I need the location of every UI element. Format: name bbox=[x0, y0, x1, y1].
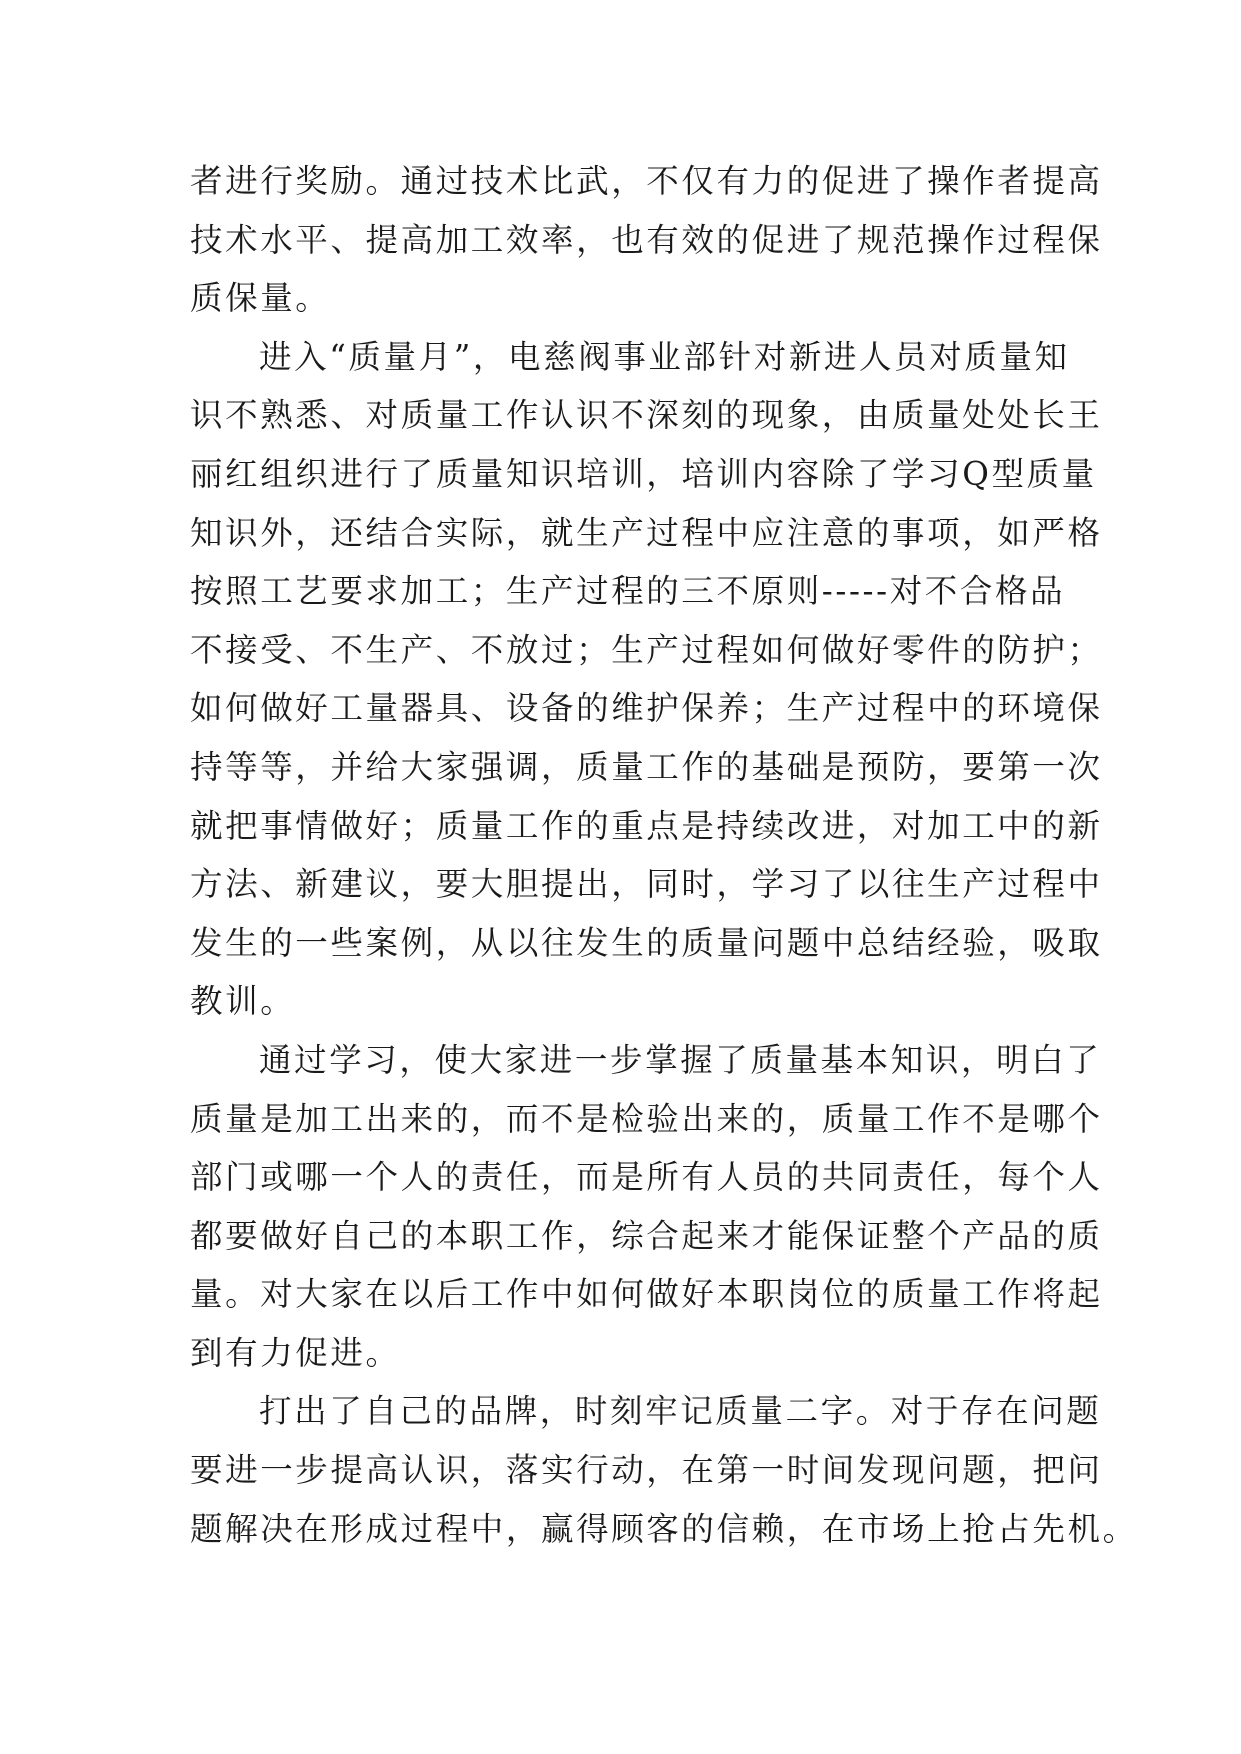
paragraph-2 bbox=[190, 328, 1103, 1031]
text-line: 发生的一些案例，从以往发生的质量问题中总结经验，吸取 bbox=[190, 923, 1103, 962]
text-line: 部门或哪一个人的责任，而是所有人员的共同责任，每个人 bbox=[190, 1158, 1103, 1197]
text-line: 都要做好自己的本职工作，综合起来才能保证整个产品的质 bbox=[190, 1216, 1103, 1255]
text-line: 方法、新建议，要大胆提出，同时，学习了以往生产过程中 bbox=[190, 865, 1103, 904]
text-line: 丽红组织进行了质量知识培训，培训内容除了学习Q型质量 bbox=[190, 454, 1097, 493]
text-line: 打出了自己的品牌，时刻牢记质量二字。对于存在问题 bbox=[259, 1392, 1102, 1431]
text-line: 按照工艺要求加工；生产过程的三不原则-----对不合格品 bbox=[190, 572, 1066, 611]
paragraph-3 bbox=[190, 1031, 1103, 1383]
text-line: 持等等，并给大家强调，质量工作的基础是预防，要第一次 bbox=[190, 747, 1103, 786]
text-line: 要进一步提高认识，落实行动，在第一时间发现问题，把问 bbox=[190, 1451, 1103, 1490]
document-body bbox=[190, 152, 1138, 1558]
text-line: 技术水平、提高加工效率，也有效的促进了规范操作过程保 bbox=[190, 220, 1103, 259]
text-line: 不接受、不生产、不放过；生产过程如何做好零件的防护； bbox=[190, 630, 1103, 669]
text-line: 题解决在形成过程中，赢得顾客的信赖，在市场上抢占先机。 bbox=[190, 1509, 1138, 1548]
text-line: 通过学习，使大家进一步掌握了质量基本知识，明白了 bbox=[259, 1040, 1102, 1079]
text-line: 者进行奖励。通过技术比武，不仅有力的促进了操作者提高 bbox=[190, 162, 1103, 200]
text-line: 如何做好工量器具、设备的维护保养；生产过程中的环境保 bbox=[190, 689, 1103, 728]
paragraph-1 bbox=[190, 152, 1103, 328]
text-line: 识不熟悉、对质量工作认识不深刻的现象，由质量处处长王 bbox=[190, 396, 1103, 435]
text-line: 质量是加工出来的，而不是检验出来的，质量工作不是哪个 bbox=[190, 1099, 1103, 1138]
text-line: 知识外，还结合实际，就生产过程中应注意的事项，如严格 bbox=[190, 513, 1103, 552]
paragraph-4 bbox=[190, 1382, 1138, 1558]
text-line: 进入“质量月”，电慈阀事业部针对新进人员对质量知 bbox=[259, 337, 1070, 376]
text-line: 就把事情做好；质量工作的重点是持续改进，对加工中的新 bbox=[190, 806, 1103, 845]
text-line: 质保量。 bbox=[190, 279, 331, 318]
text-line: 教训。 bbox=[190, 982, 296, 1021]
text-line: 量。对大家在以后工作中如何做好本职岗位的质量工作将起 bbox=[190, 1275, 1103, 1314]
text-line: 到有力促进。 bbox=[190, 1333, 401, 1372]
